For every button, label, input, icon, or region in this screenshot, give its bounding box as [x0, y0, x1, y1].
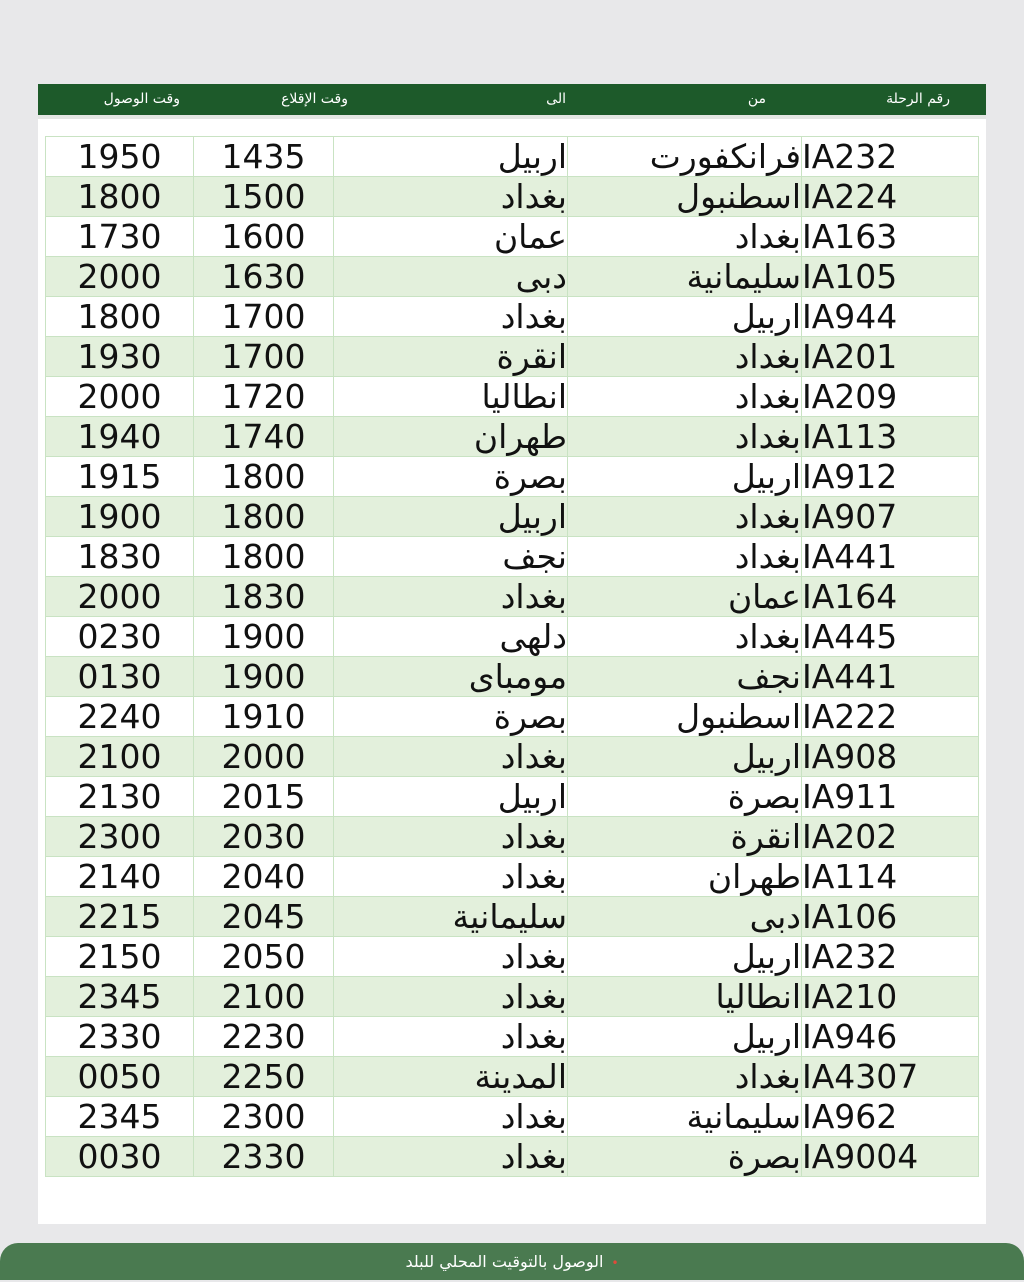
table-row	[46, 577, 979, 617]
bullet-icon: •	[611, 1256, 619, 1270]
cell-arrival-time: 1950	[46, 137, 194, 177]
cell-flight-number: IA113	[802, 417, 979, 457]
cell-from: عمان	[568, 577, 802, 617]
table-row	[46, 297, 979, 337]
cell-departure-time: 1900	[194, 617, 334, 657]
cell-from: بغداد	[568, 377, 802, 417]
cell-to: طهران	[334, 417, 568, 457]
table-row	[46, 257, 979, 297]
cell-arrival-time: 1800	[46, 177, 194, 217]
cell-to: عمان	[334, 217, 568, 257]
cell-flight-number: IA201	[802, 337, 979, 377]
cell-flight-number: IA441	[802, 537, 979, 577]
cell-departure-time: 1800	[194, 457, 334, 497]
cell-from: فرانكفورت	[568, 137, 802, 177]
table-header	[38, 84, 986, 115]
cell-departure-time: 2030	[194, 817, 334, 857]
cell-departure-time: 2050	[194, 937, 334, 977]
cell-flight-number: IA946	[802, 1017, 979, 1057]
cell-flight-number: IA114	[802, 857, 979, 897]
cell-arrival-time: 1915	[46, 457, 194, 497]
cell-arrival-time: 2100	[46, 737, 194, 777]
cell-from: دبى	[568, 897, 802, 937]
cell-departure-time: 2100	[194, 977, 334, 1017]
header-divider	[38, 115, 986, 119]
table-row	[46, 497, 979, 537]
cell-to: المدينة	[334, 1057, 568, 1097]
cell-from: نجف	[568, 657, 802, 697]
table-row	[46, 1097, 979, 1137]
cell-flight-number: IA222	[802, 697, 979, 737]
table-row	[46, 857, 979, 897]
cell-from: اسطنبول	[568, 177, 802, 217]
cell-flight-number: IA105	[802, 257, 979, 297]
cell-from: انقرة	[568, 817, 802, 857]
table-row	[46, 777, 979, 817]
header-flight-number: رقم الرحلة	[886, 91, 950, 107]
cell-to: بغداد	[334, 177, 568, 217]
cell-arrival-time: 2345	[46, 1097, 194, 1137]
table-row	[46, 937, 979, 977]
flight-table	[45, 136, 979, 1177]
cell-from: انطاليا	[568, 977, 802, 1017]
cell-to: بغداد	[334, 1017, 568, 1057]
cell-departure-time: 1600	[194, 217, 334, 257]
cell-to: دبى	[334, 257, 568, 297]
cell-arrival-time: 0030	[46, 1137, 194, 1177]
cell-from: اربيل	[568, 297, 802, 337]
cell-to: اربيل	[334, 777, 568, 817]
cell-flight-number: IA224	[802, 177, 979, 217]
table-row	[46, 377, 979, 417]
cell-from: سليمانية	[568, 257, 802, 297]
cell-departure-time: 1830	[194, 577, 334, 617]
table-row	[46, 337, 979, 377]
cell-from: بغداد	[568, 537, 802, 577]
schedule-card	[38, 84, 986, 1224]
cell-departure-time: 1900	[194, 657, 334, 697]
cell-to: بغداد	[334, 937, 568, 977]
cell-arrival-time: 1940	[46, 417, 194, 457]
cell-flight-number: IA232	[802, 937, 979, 977]
cell-arrival-time: 2140	[46, 857, 194, 897]
table-row	[46, 1137, 979, 1177]
cell-flight-number: IA163	[802, 217, 979, 257]
cell-departure-time: 2330	[194, 1137, 334, 1177]
cell-from: اربيل	[568, 457, 802, 497]
cell-to: بغداد	[334, 737, 568, 777]
table-row	[46, 817, 979, 857]
cell-arrival-time: 2000	[46, 257, 194, 297]
header-from: من	[747, 91, 766, 107]
cell-to: نجف	[334, 537, 568, 577]
cell-flight-number: IA908	[802, 737, 979, 777]
cell-arrival-time: 0130	[46, 657, 194, 697]
footer-note-bar	[0, 1243, 1024, 1280]
cell-to: دلهى	[334, 617, 568, 657]
cell-flight-number: IA232	[802, 137, 979, 177]
cell-arrival-time: 2345	[46, 977, 194, 1017]
cell-departure-time: 2040	[194, 857, 334, 897]
cell-departure-time: 1720	[194, 377, 334, 417]
cell-flight-number: IA4307	[802, 1057, 979, 1097]
cell-arrival-time: 1900	[46, 497, 194, 537]
cell-arrival-time: 2330	[46, 1017, 194, 1057]
cell-from: طهران	[568, 857, 802, 897]
flight-table-body	[46, 137, 979, 1177]
table-row	[46, 657, 979, 697]
cell-flight-number: IA944	[802, 297, 979, 337]
cell-flight-number: IA164	[802, 577, 979, 617]
cell-departure-time: 1700	[194, 337, 334, 377]
cell-from: بصرة	[568, 777, 802, 817]
cell-arrival-time: 2130	[46, 777, 194, 817]
cell-arrival-time: 1930	[46, 337, 194, 377]
table-row	[46, 737, 979, 777]
cell-flight-number: IA962	[802, 1097, 979, 1137]
cell-from: بغداد	[568, 337, 802, 377]
cell-to: بغداد	[334, 1097, 568, 1137]
cell-to: اربيل	[334, 137, 568, 177]
table-row	[46, 1017, 979, 1057]
cell-departure-time: 1800	[194, 497, 334, 537]
cell-to: بغداد	[334, 857, 568, 897]
header-to: الى	[546, 91, 566, 107]
cell-from: بغداد	[568, 497, 802, 537]
cell-flight-number: IA907	[802, 497, 979, 537]
cell-arrival-time: 1800	[46, 297, 194, 337]
cell-flight-number: IA210	[802, 977, 979, 1017]
cell-from: بغداد	[568, 1057, 802, 1097]
cell-departure-time: 2000	[194, 737, 334, 777]
cell-from: اربيل	[568, 937, 802, 977]
footer-note: الوصول بالتوقيت المحلي للبلد	[405, 1252, 604, 1271]
header-departure-time: وقت الإقلاع	[281, 91, 348, 107]
cell-flight-number: IA445	[802, 617, 979, 657]
cell-to: اربيل	[334, 497, 568, 537]
table-row	[46, 977, 979, 1017]
cell-departure-time: 2230	[194, 1017, 334, 1057]
table-row	[46, 617, 979, 657]
cell-flight-number: IA441	[802, 657, 979, 697]
cell-arrival-time: 2240	[46, 697, 194, 737]
cell-departure-time: 2015	[194, 777, 334, 817]
cell-departure-time: 1700	[194, 297, 334, 337]
cell-flight-number: IA202	[802, 817, 979, 857]
cell-arrival-time: 1830	[46, 537, 194, 577]
cell-arrival-time: 2000	[46, 577, 194, 617]
table-row	[46, 697, 979, 737]
cell-arrival-time: 1730	[46, 217, 194, 257]
cell-arrival-time: 0050	[46, 1057, 194, 1097]
cell-flight-number: IA9004	[802, 1137, 979, 1177]
cell-departure-time: 2300	[194, 1097, 334, 1137]
cell-to: بغداد	[334, 977, 568, 1017]
cell-from: بغداد	[568, 617, 802, 657]
table-row	[46, 137, 979, 177]
cell-from: اسطنبول	[568, 697, 802, 737]
table-row	[46, 897, 979, 937]
cell-departure-time: 2250	[194, 1057, 334, 1097]
cell-departure-time: 1500	[194, 177, 334, 217]
cell-arrival-time: 2300	[46, 817, 194, 857]
cell-from: اربيل	[568, 737, 802, 777]
cell-to: بغداد	[334, 297, 568, 337]
cell-to: بغداد	[334, 817, 568, 857]
cell-to: انطاليا	[334, 377, 568, 417]
cell-arrival-time: 0230	[46, 617, 194, 657]
cell-from: بصرة	[568, 1137, 802, 1177]
cell-departure-time: 1630	[194, 257, 334, 297]
cell-to: بصرة	[334, 697, 568, 737]
cell-from: بغداد	[568, 417, 802, 457]
table-row	[46, 537, 979, 577]
cell-from: اربيل	[568, 1017, 802, 1057]
cell-to: مومباى	[334, 657, 568, 697]
cell-flight-number: IA106	[802, 897, 979, 937]
cell-flight-number: IA209	[802, 377, 979, 417]
cell-departure-time: 1910	[194, 697, 334, 737]
cell-from: سليمانية	[568, 1097, 802, 1137]
table-row	[46, 417, 979, 457]
cell-departure-time: 2045	[194, 897, 334, 937]
table-row	[46, 177, 979, 217]
cell-to: بغداد	[334, 1137, 568, 1177]
cell-to: انقرة	[334, 337, 568, 377]
cell-arrival-time: 2215	[46, 897, 194, 937]
cell-from: بغداد	[568, 217, 802, 257]
cell-arrival-time: 2150	[46, 937, 194, 977]
cell-departure-time: 1435	[194, 137, 334, 177]
header-arrival-time: وقت الوصول	[103, 91, 180, 107]
table-row	[46, 1057, 979, 1097]
table-row	[46, 457, 979, 497]
cell-departure-time: 1800	[194, 537, 334, 577]
table-row	[46, 217, 979, 257]
cell-flight-number: IA911	[802, 777, 979, 817]
cell-to: بغداد	[334, 577, 568, 617]
cell-to: سليمانية	[334, 897, 568, 937]
cell-arrival-time: 2000	[46, 377, 194, 417]
cell-to: بصرة	[334, 457, 568, 497]
cell-flight-number: IA912	[802, 457, 979, 497]
cell-departure-time: 1740	[194, 417, 334, 457]
